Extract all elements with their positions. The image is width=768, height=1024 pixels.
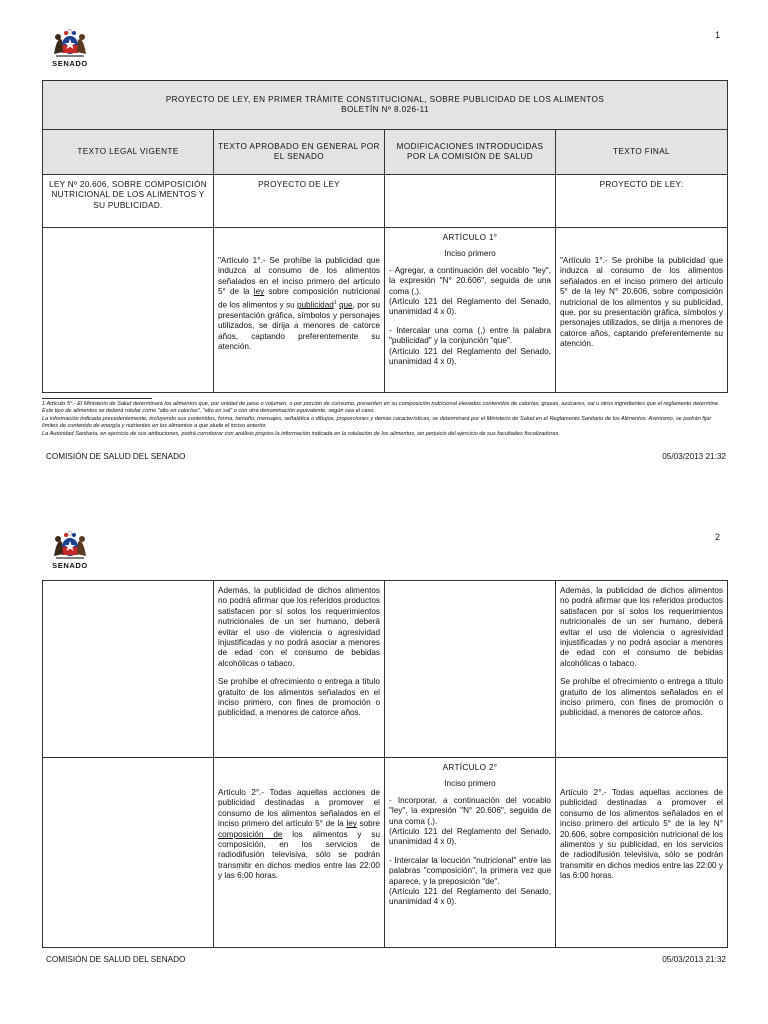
article-heading: ARTÍCULO 1° [442,233,498,242]
logo-text: SENADO [52,59,88,68]
footnote-divider [42,398,152,399]
page-footer [46,452,726,461]
page-2 [0,505,768,1024]
logo-text: SENADO [52,561,88,570]
empty-cell [385,581,556,758]
empty-cell [385,175,556,228]
column-header: MODIFICACIONES INTRODUCIDAS POR LA COMISIÓN DE SALUD [385,130,556,175]
footer-date: 05/03/2013 21:32 [662,452,726,461]
article-heading: ARTÍCULO 2° [442,763,498,772]
footer-date: 05/03/2013 21:32 [662,955,726,964]
final-text-cell: "Artículo 1°.- Se prohíbe la publicidad que induzca al consumo de los alimentos señalados en el inciso primero del artículo 5° de la ley N° 20.606, sobre composición nutricional de los alimentos y su publicidad, que, por su presentación gráfica, símbolos y personajes utilizados, se dirija a menores de catorce años, captando preferentemente su atención. [556,228,728,393]
table-row [43,581,728,758]
underlined-word: publicidad [296,300,334,310]
column-header: TEXTO FINAL [556,130,728,175]
bill-label-cell: PROYECTO DE LEY [214,175,385,228]
underlined-word: que [338,300,353,310]
underlined-word: composición de [218,829,283,839]
senado-logo [46,530,94,570]
table-row [43,175,728,228]
page-number: 2 [714,532,720,542]
paragraph: Además, la publicidad de dichos alimentos no podrá afirmar que los referidos productos satisfacen por sí solos los requerimientos nutricionales de un ser humano, deberá evitar el uso de violencia o agresividad injustificadas y no podrá asociar a menores de edad con el consumo de bebidas alcohólicas o tabaco. [218,586,380,668]
page-number: 1 [714,30,720,40]
approved-text-cell [214,581,385,758]
modification-item: - Incorporar, a continuación del vocablo "ley", la expresión "N° 20.606", seguida de una coma (,). [389,795,551,826]
modification-ref: (Artículo 121 del Reglamento del Senado, unanimidad 4 x 0). [389,887,551,907]
approved-text-cell: "Artículo 1°.- Se prohíbe la publicidad que induzca al consumo de los alimentos señalados en el inciso primero del artículo 5° de la ley sobre composición nutricional de los alimentos y su publicidad$^1$ que, por su presentación gráfica, símbolos y personajes utilizados, se dirija a menores de catorce años, captando preferentemente su atención. [214,228,385,393]
column-header-row [43,130,728,175]
page-1 [0,0,768,505]
modification-ref: (Artículo 121 del Reglamento del Senado, unanimidad 4 x 0). [389,346,551,367]
modification-item: - Intercalar la locución "nutricional" entre las palabras "composición", la primera vez que aparece, y la preposición "de". [389,855,551,886]
law-title-cell: LEY Nº 20.606, SOBRE COMPOSICIÓN NUTRICIONAL DE LOS ALIMENTOS Y SU PUBLICIDAD. [43,175,214,228]
table-banner [43,81,728,130]
modifications-cell [385,228,556,393]
modification-ref: (Artículo 121 del Reglamento del Senado, unanimidad 4 x 0). [389,297,551,317]
underlined-word: ley [253,287,265,297]
table-banner-row [43,81,728,130]
empty-cell [43,758,214,948]
footnote-ref: 1 [333,299,337,306]
inciso-label: Inciso primero [444,779,496,789]
footer-committee: COMISIÓN DE SALUD DEL SENADO [46,452,186,461]
paragraph: Se prohíbe el ofrecimiento o entrega a título gratuito de los alimentos señalados en el inciso primero, con fines de promoción o publicidad, a menores de catorce años. [218,677,380,718]
senado-logo [46,28,94,68]
page-footer [46,955,726,964]
footer-committee: COMISIÓN DE SALUD DEL SENADO [46,955,186,964]
final-text-cell: Artículo 2°.- Todas aquellas acciones de publicidad destinadas a promover el consumo de los alimentos señalados en el inciso primero del artículo 5° de la ley N° 20.606, sobre composición nutricional de los alimentos y su publicidad, en los servicios de radiodifusión televisiva, sólo se podrán transmitir en dichos medios entre las 22:00 y las 6:00 horas. [556,758,728,948]
approved-text-cell: Artículo 2°.- Todas aquellas acciones de publicidad destinadas a promover el consumo de los alimentos señalados en el inciso primero del artículo 5° de la ley sobre composición de los alimentos y su composición, en los servicios de radiodifusión televisiva, sólo se podrán transmitir en dichos medios entre las 22:00 y las 6:00 horas. [214,758,385,948]
table-row [43,228,728,393]
coat-of-arms-icon [50,28,90,58]
column-header: TEXTO APROBADO EN GENERAL POR EL SENADO [214,130,385,175]
empty-cell [43,228,214,393]
footnotes [42,401,727,438]
paragraph: Además, la publicidad de dichos alimentos no podrá afirmar que los referidos productos satisfacen por sí solos los requerimientos nutricionales de un ser humano, deberá evitar el uso de violencia o agresividad injustificadas y no podrá asociar a menores de edad con el consumo de bebidas alcohólicas o tabaco. [560,586,723,668]
modification-item: - Agregar, a continuación del vocablo "ley", la expresión "N° 20.606", seguida de una coma (,). [389,265,551,296]
modification-item: - Intercalar una coma (,) entre la palabra "publicidad" y la conjunción "que". [389,325,551,346]
final-text-cell [556,581,728,758]
final-bill-label-cell: PROYECTO DE LEY: [556,175,728,228]
footnote: La información indicada precedentemente, incluyendo sus contenidos, forma, tamaño, mensajes, señalética o dibujos, proporciones y demás características, se determinará por el Ministerio de Salud en el Reglamento Sanitario de los Alimentos. Asimismo, se podrán fijar límites de contenido de energía y nutrientes en los alimentos a que alude el inciso anterior. [42,415,712,430]
footnote: La Autoridad Sanitaria, en ejercicio de sus atribuciones, podrá corroborar con análisis propios la información indicada en la rotulación de los alimentos, sin perjuicio del ejercicio de sus facultades fiscalizadoras. [42,430,560,437]
inciso-label: Inciso primero [444,249,496,259]
modification-ref: (Artículo 121 del Reglamento del Senado, unanimidad 4 x 0). [389,827,551,847]
bill-title: PROYECTO DE LEY, EN PRIMER TRÁMITE CONSTITUCIONAL, SOBRE PUBLICIDAD DE LOS ALIMENTOS [165,94,605,104]
column-header: TEXTO LEGAL VIGENTE [43,130,214,175]
paragraph: Se prohíbe el ofrecimiento o entrega a título gratuito de los alimentos señalados en el inciso primero, con fines de promoción o publicidad, a menores de catorce años. [560,677,723,718]
table-row [43,758,728,948]
empty-cell [43,581,214,758]
comparison-table [42,580,728,948]
footnote: 1 Artículo 5°.- El Ministerio de Salud determinará los alimentos que, por unidad de peso o volumen, o por porción de consumo, presenten en su composición nutricional elevados contenidos de calorías, grasas, azúcares, sal u otros ingredientes que el reglamento determine. Este tipo de alimentos se deberá rotular como "alto en calorías", "alto en sal" o con otra denominación equivalente, según sea el caso. [42,401,720,415]
coat-of-arms-icon [50,530,90,560]
comparison-table [42,80,728,393]
bulletin-number: BOLETÍN Nº 8.026-11 [341,105,429,114]
modifications-cell [385,758,556,948]
underlined-word: ley [346,819,357,829]
